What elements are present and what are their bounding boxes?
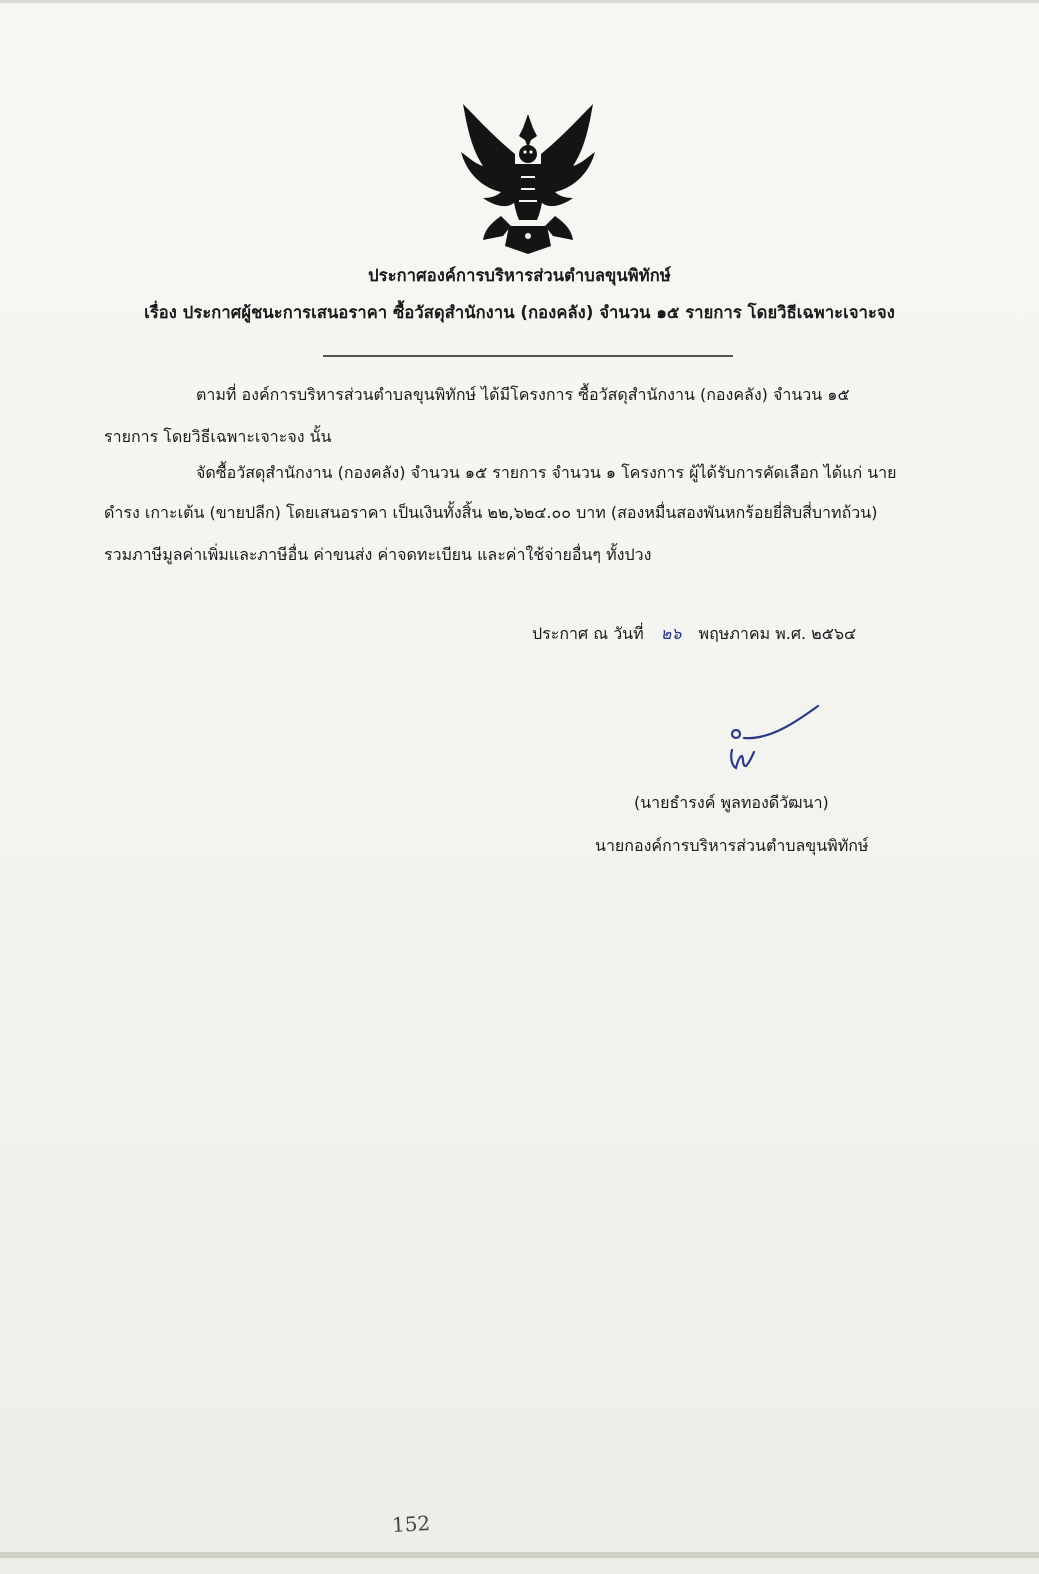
- paragraph-1-line-2: รายการ โดยวิธีเฉพาะเจาะจง นั้น: [104, 427, 332, 446]
- signatory-name: (นายธำรงค์ พูลทองดีวัฒนา): [634, 793, 829, 812]
- garuda-emblem-icon: [453, 96, 603, 256]
- announce-date: [532, 624, 856, 644]
- page-number-handwritten: 152: [391, 1511, 431, 1537]
- signatory-position: นายกองค์การบริหารส่วนตำบลขุนพิทักษ์: [595, 836, 869, 855]
- page-edge-bottom: [0, 1552, 1039, 1558]
- paragraph-2-line-3: รวมภาษีมูลค่าเพิ่มและภาษีอื่น ค่าขนส่ง ค่าจดทะเบียน และค่าใช้จ่ายอื่นๆ ทั้งปวง: [104, 545, 652, 564]
- announce-date-prefix: ประกาศ ณ วันที่: [532, 624, 644, 643]
- paragraph-2-line-2: ดำรง เกาะเต้น (ขายปลีก) โดยเสนอราคา เป็นเงินทั้งสิ้น ๒๒,๖๒๔.๐๐ บาท (สองหมื่นสองพันหกร้อยยี่สิบสี่บาทถ้วน): [104, 503, 878, 522]
- paragraph-2-line-1: จัดซื้อวัสดุสำนักงาน (กองคลัง) จำนวน ๑๕ รายการ จำนวน ๑ โครงการ ผู้ได้รับการคัดเลือก ได้แก่ นาย: [196, 463, 897, 482]
- announcement-subject: เรื่อง ประกาศผู้ชนะการเสนอราคา ซื้อวัสดุสำนักงาน (กองคลัง) จำนวน ๑๕ รายการ โดยวิธีเฉพาะเจาะจง: [144, 303, 895, 322]
- title-divider: [323, 355, 733, 357]
- page-edge-top: [0, 0, 1039, 3]
- handwritten-signature: [710, 700, 830, 780]
- announce-day-handwritten: ๒๖: [660, 624, 682, 643]
- announcement-title: ประกาศองค์การบริหารส่วนตำบลขุนพิทักษ์: [368, 266, 671, 285]
- announce-month-year: พฤษภาคม พ.ศ. ๒๕๖๔: [698, 624, 857, 643]
- paragraph-1-line-1: ตามที่ องค์การบริหารส่วนตำบลขุนพิทักษ์ ได้มีโครงการ ซื้อวัสดุสำนักงาน (กองคลัง) จำนวน ๑๕: [196, 385, 850, 404]
